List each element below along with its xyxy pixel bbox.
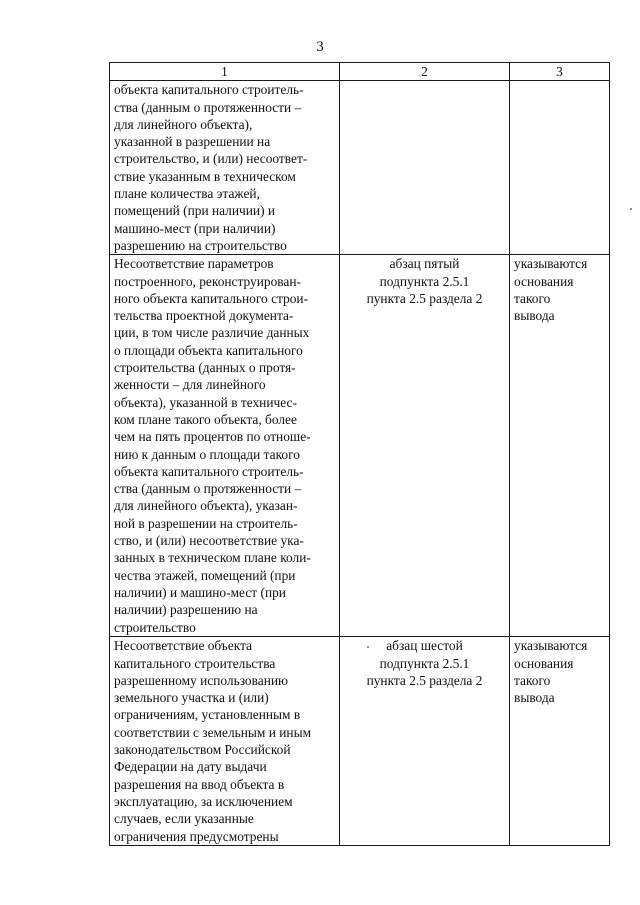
cell-text: абзац шестой подпункта 2.5.1 пункта 2.5 раздела 2 <box>366 638 483 688</box>
scan-speck <box>630 208 632 210</box>
table-row <box>110 81 610 255</box>
scan-speck <box>367 646 369 648</box>
table-cell-description <box>110 637 340 846</box>
table-header-cell-2: 2 <box>340 63 510 81</box>
table-header-cell-3: 3 <box>510 63 610 81</box>
table-cell-reference <box>340 637 510 846</box>
cell-text: объекта капитального строитель- ства (данным о протяженности – для линейного объекта), указанной в разрешении на строительство, и (или) несоответ- ствие указанным в техническом плане количества этажей, помещений (при наличии) и машино-мест (при наличии) разрешению на строительство <box>114 82 308 253</box>
table-cell-note <box>510 637 610 846</box>
table-cell-description <box>110 81 340 255</box>
table-cell-note <box>510 255 610 637</box>
table-row <box>110 255 610 637</box>
table-cell-reference <box>340 255 510 637</box>
cell-text: абзац пятый подпункта 2.5.1 пункта 2.5 раздела 2 <box>366 256 483 306</box>
cell-text: указываются основания такого вывода <box>514 256 588 324</box>
table-row <box>110 637 610 846</box>
table-cell-reference <box>340 81 510 255</box>
document-table <box>109 62 610 846</box>
cell-text: указываются основания такого вывода <box>514 638 588 706</box>
cell-text: Несоответствие объекта капитального строительства разрешенному использованию земельного участка и (или) ограничениям, установленным в соответствии с земельным и иным законодательством Российской Федерации на дату выдачи разрешения на ввод объекта в эксплуатацию, за исключением случаев, если указанные ограничения предусмотрены <box>114 638 312 844</box>
table-header-row <box>110 63 610 81</box>
table-header-cell-1: 1 <box>110 63 340 81</box>
table-cell-description <box>110 255 340 637</box>
table-cell-note <box>510 81 610 255</box>
page-number: 3 <box>316 39 324 55</box>
cell-text: Несоответствие параметров построенного, реконструирован- ного объекта капитального строи- тельства проектной документа- ции, в том числе различие данных о площади объекта капитального строительства (данных о протя- женности – для линейного объекта), указанной в техничес- ком плане такого объекта, более чем на пять процентов по отноше- нию к данным о площади такого объекта капитального строитель- ства (данным о протяженности – для линейного объекта), указан- ной в разрешении на строитель- ство, и (или) несоответствие ука- занных в техническом плане коли- чества этажей, помещений (при наличии) и машино-мест (при наличии) разрешению на строительство <box>114 256 311 635</box>
